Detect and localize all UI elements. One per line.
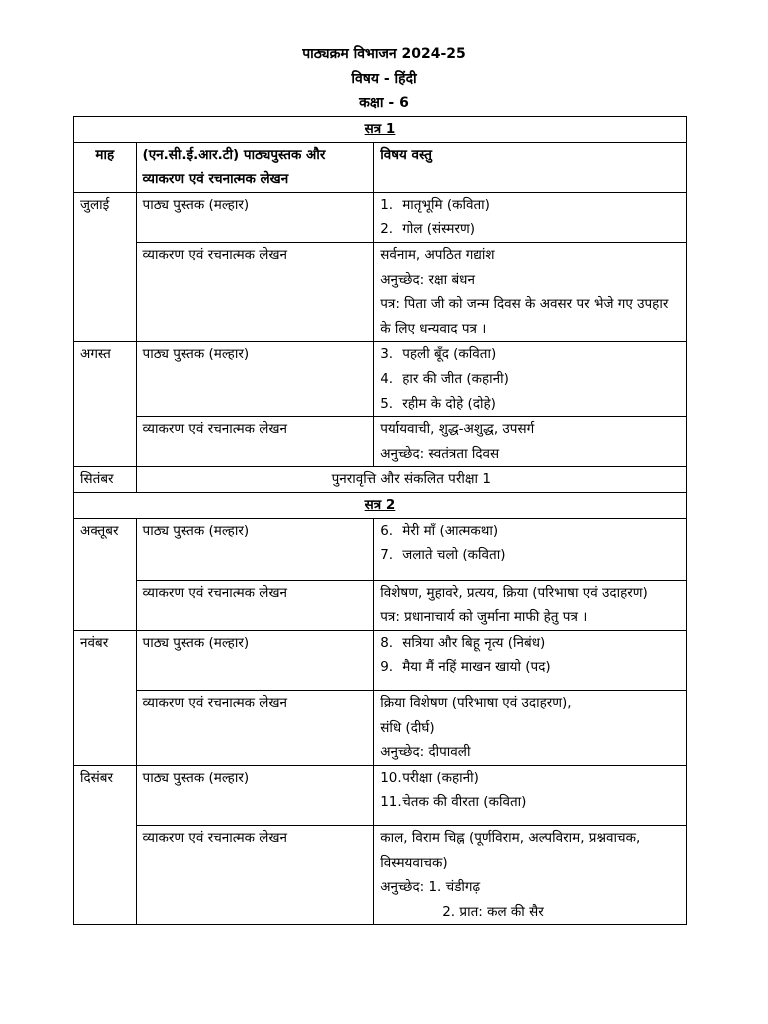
list-item: 9. मैया मैं नहिं माखन खायो (पद) bbox=[380, 659, 551, 676]
table-row bbox=[74, 417, 687, 467]
table-row bbox=[74, 192, 687, 242]
table-row bbox=[74, 467, 687, 493]
month-august: अगस्त bbox=[74, 342, 137, 467]
lesson-list bbox=[374, 630, 687, 690]
grammar-label: व्याकरण एवं रचनात्मक लेखन bbox=[136, 580, 374, 630]
subject-heading: विषय - हिंदी bbox=[351, 71, 417, 87]
session-2-heading: सत्र 2 bbox=[74, 492, 687, 518]
grammar-content: क्रिया विशेषण (परिभाषा एवं उदाहरण), संधि (दीर्घ) अनुच्छेद: दीपावली bbox=[374, 691, 687, 766]
grammar-label: व्याकरण एवं रचनात्मक लेखन bbox=[136, 417, 374, 467]
grammar-label: व्याकरण एवं रचनात्मक लेखन bbox=[136, 691, 374, 766]
table-row bbox=[74, 342, 687, 417]
month-september: सितंबर bbox=[74, 467, 137, 493]
month-november: नवंबर bbox=[74, 630, 137, 765]
session-1-row bbox=[74, 117, 687, 143]
content-column-header: विषय वस्तु bbox=[374, 142, 687, 192]
table-row bbox=[74, 826, 687, 925]
list-item: 1. मातृभूमि (कविता) bbox=[380, 196, 490, 213]
grammar-content: विशेषण, मुहावरे, प्रत्यय, क्रिया (परिभाषा एवं उदाहरण) पत्र: प्रधानाचार्य को जुर्माना माफी हेतु पत्र । bbox=[374, 580, 687, 630]
month-column-header: माह bbox=[74, 142, 137, 192]
textbook-label: पाठ्य पुस्तक (मल्हार) bbox=[136, 518, 374, 580]
class-heading: कक्षा - 6 bbox=[359, 95, 409, 111]
month-july: जुलाई bbox=[74, 192, 137, 342]
grammar-content: पर्यायवाची, शुद्ध-अशुद्ध, उपसर्ग अनुच्छेद: स्वतंत्रता दिवस bbox=[374, 417, 687, 467]
month-december: दिसंबर bbox=[74, 765, 137, 925]
table-row bbox=[74, 242, 687, 341]
table-header-row bbox=[74, 142, 687, 192]
list-item: 7. जलाते चलो (कविता) bbox=[380, 547, 506, 564]
table-row bbox=[74, 630, 687, 690]
session-2-row bbox=[74, 492, 687, 518]
table-row bbox=[74, 580, 687, 630]
table-row bbox=[74, 518, 687, 580]
list-item: 10. परीक्षा (कहानी) bbox=[380, 769, 479, 786]
list-item: 3. पहली बूँद (कविता) bbox=[380, 346, 497, 363]
list-item: 11. चेतक की वीरता (कविता) bbox=[380, 794, 527, 811]
lesson-list bbox=[374, 342, 687, 417]
lesson-list bbox=[374, 765, 687, 825]
book-column-header: (एन.सी.ई.आर.टी) पाठ्यपुस्तक और व्याकरण एवं रचनात्मक लेखन bbox=[136, 142, 374, 192]
textbook-label: पाठ्य पुस्तक (मल्हार) bbox=[136, 342, 374, 417]
session-1-heading: सत्र 1 bbox=[74, 117, 687, 143]
textbook-label: पाठ्य पुस्तक (मल्हार) bbox=[136, 765, 374, 825]
lesson-list bbox=[374, 192, 687, 242]
month-october: अक्तूबर bbox=[74, 518, 137, 630]
textbook-label: पाठ्य पुस्तक (मल्हार) bbox=[136, 192, 374, 242]
textbook-label: पाठ्य पुस्तक (मल्हार) bbox=[136, 630, 374, 690]
list-item: 8. सत्रिया और बिहू नृत्य (निबंध) bbox=[380, 634, 546, 651]
document-title: पाठ्यक्रम विभाजन 2024-25 bbox=[302, 46, 466, 62]
list-item: 4. हार की जीत (कहानी) bbox=[380, 370, 509, 387]
table-row bbox=[74, 691, 687, 766]
revision-exam-cell: पुनरावृत्ति और संकलित परीक्षा 1 bbox=[136, 467, 686, 493]
grammar-content: सर्वनाम, अपठित गद्यांश अनुच्छेद: रक्षा बंधन पत्र: पिता जी को जन्म दिवस के अवसर पर भेजे गए उपहार के लिए धन्यवाद पत्र । bbox=[374, 242, 687, 341]
list-item: 5. रहीम के दोहे (दोहे) bbox=[380, 395, 496, 412]
syllabus-table bbox=[73, 116, 687, 925]
grammar-label: व्याकरण एवं रचनात्मक लेखन bbox=[136, 242, 374, 341]
table-row bbox=[74, 765, 687, 825]
paragraph-topic-2: 2. प्रात: कल की सैर bbox=[442, 903, 544, 920]
lesson-list bbox=[374, 518, 687, 580]
list-item: 6. मेरी माँ (आत्मकथा) bbox=[380, 522, 499, 539]
grammar-label: व्याकरण एवं रचनात्मक लेखन bbox=[136, 826, 374, 925]
grammar-content: काल, विराम चिह्न (पूर्णविराम, अल्पविराम, प्रश्नवाचक, विस्मयवाचक) अनुच्छेद: 1. चंडीगढ़ 2. प्रात: कल की सैर bbox=[374, 826, 687, 925]
list-item: 2. गोल (संस्मरण) bbox=[380, 221, 476, 238]
